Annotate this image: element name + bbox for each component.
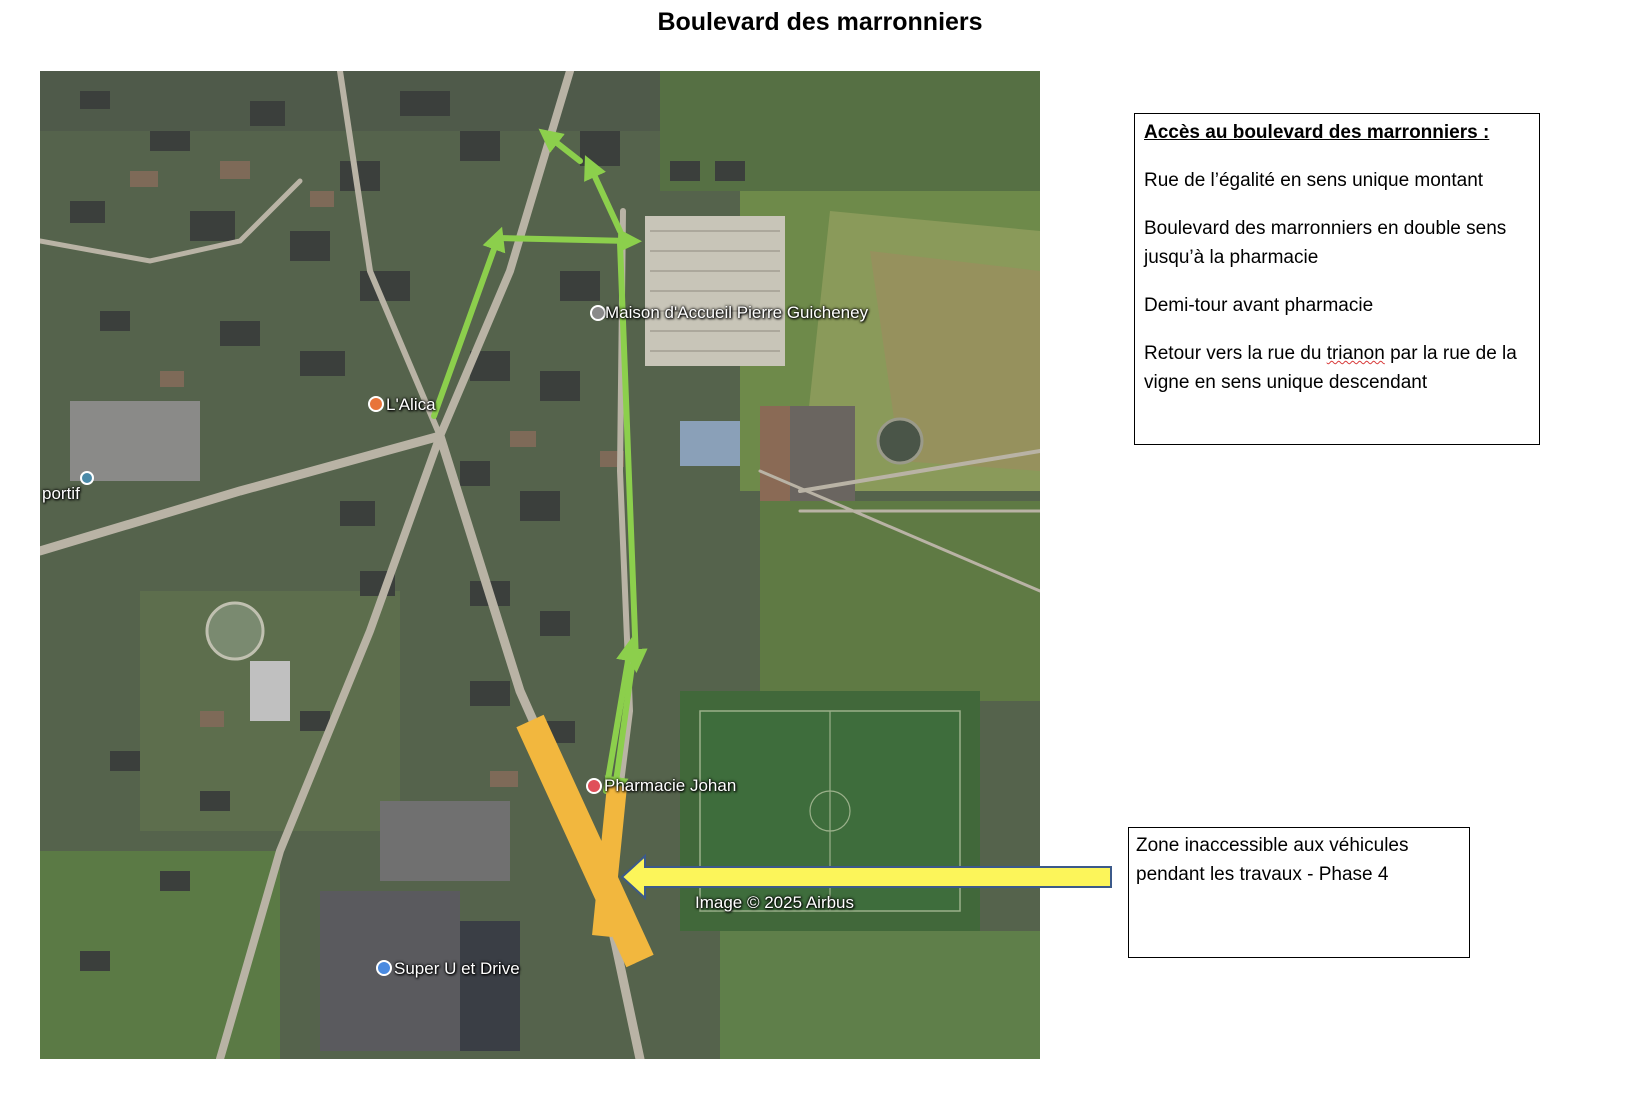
access-heading: Accès au boulevard des marronniers : [1144, 122, 1490, 143]
label-alica[interactable]: L'Alica [386, 395, 436, 414]
label-pharmacie[interactable]: Pharmacie Johan [604, 776, 737, 795]
page-title: Boulevard des marronniers [657, 8, 983, 36]
map-copyright: Image © 2025 Airbus [695, 893, 855, 912]
access-line-3: Demi-tour avant pharmacie [1144, 295, 1374, 316]
misspelled-word: trianon [1326, 343, 1385, 364]
access-line-1: Rue de l’égalité en sens unique montant [1144, 170, 1484, 191]
access-line-4: Retour vers la rue du trianon par la rue de la vigne en sens unique descendant [1144, 343, 1517, 393]
closed-zone-text: Zone inaccessible aux véhicules pendant les travaux - Phase 4 [1136, 835, 1409, 885]
label-super-u[interactable]: Super U et Drive [394, 959, 520, 978]
label-sportif[interactable]: portif [42, 484, 80, 503]
label-maison-accueil[interactable]: Maison d'Accueil Pierre Guicheney [605, 303, 869, 322]
access-info-box [1134, 113, 1540, 445]
access-line-2: Boulevard des marronniers en double sens jusqu’à la pharmacie [1144, 218, 1507, 268]
closed-zone-box [1128, 827, 1470, 958]
